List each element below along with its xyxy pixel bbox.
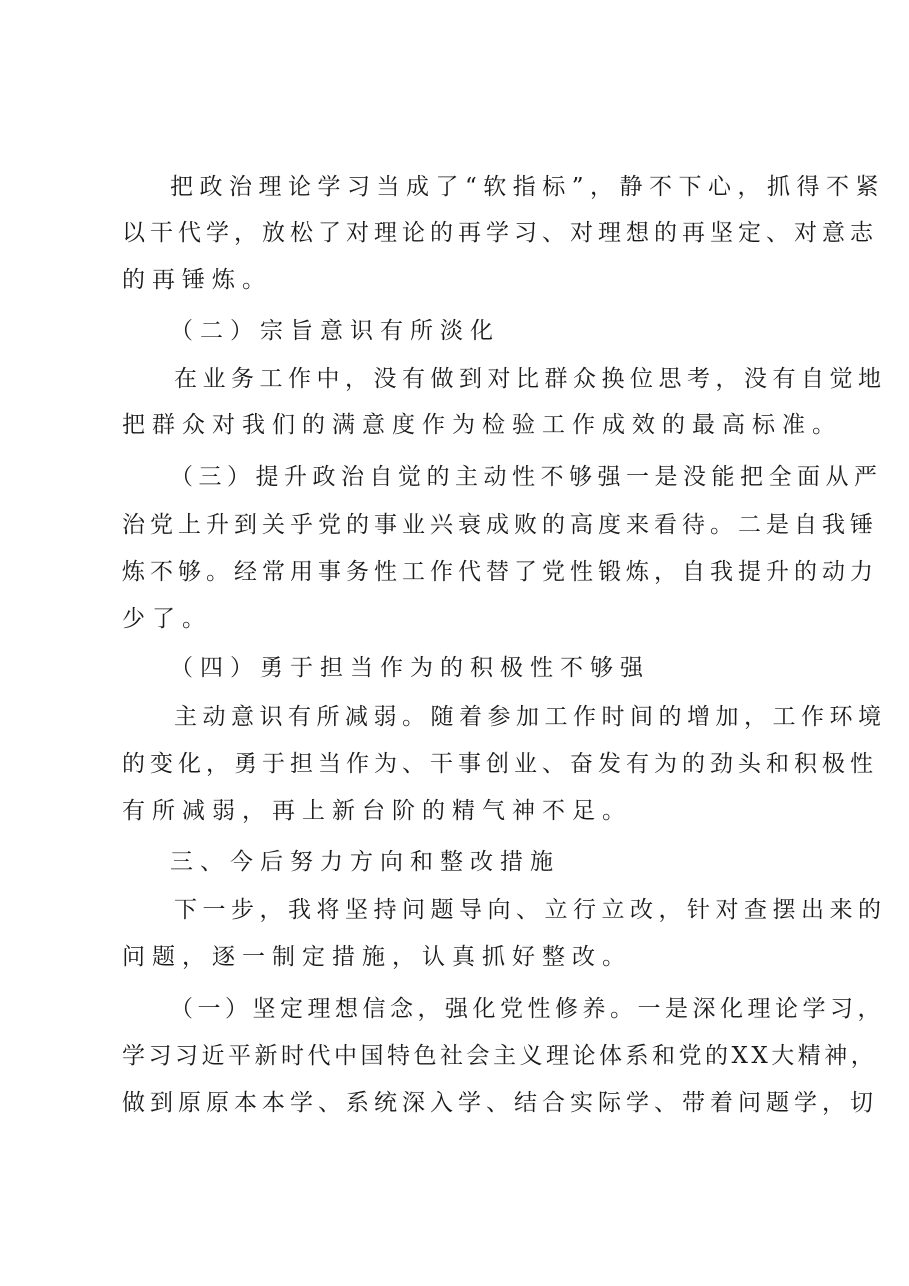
text-line: 在业务工作中，没有做到对比群众换位思考，没有自觉地 — [174, 366, 887, 392]
text-line: 治党上升到关乎党的事业兴衰成败的高度来看待。二是自我锤 — [122, 512, 878, 538]
text-line: 的再锤炼。 — [122, 267, 272, 293]
text-line: 把政治理论学习当成了“软指标”，静不下心，抓得不紧 — [170, 174, 886, 200]
text-line: 下一步，我将坚持问题导向、立行立改，针对查摆出来的 — [174, 897, 887, 923]
text-line: 问题，逐一制定措施，认真抓好整改。 — [122, 944, 632, 970]
section-heading: （四）勇于担当作为的积极性不够强 — [170, 655, 650, 681]
section-heading: （二）宗旨意识有所淡化 — [170, 318, 500, 344]
text-line: 炼不够。经常用事务性工作代替了党性锻炼，自我提升的动力 — [122, 559, 878, 585]
text-line: 以干代学，放松了对理论的再学习、对理想的再坚定、对意志 — [122, 220, 878, 246]
text-line: 的变化，勇于担当作为、干事创业、奋发有为的劲头和积极性 — [122, 751, 878, 777]
text-line: （一）坚定理想信念，强化党性修养。一是深化理论学习， — [170, 996, 885, 1022]
text-line: 做到原原本本学、系统深入学、结合实际学、带着问题学，切 — [122, 1090, 878, 1116]
text-line: 把群众对我们的满意度作为检验工作成效的最高标准。 — [122, 412, 842, 438]
text-line: 有所减弱，再上新台阶的精气神不足。 — [122, 798, 632, 824]
section-heading: 三、今后努力方向和整改措施 — [170, 849, 560, 875]
text-line: （三）提升政治自觉的主动性不够强一是没能把全面从严 — [170, 464, 883, 490]
text-line: 主动意识有所减弱。随着参加工作时间的增加，工作环境 — [174, 704, 887, 730]
text-line: 学习习近平新时代中国特色社会主义理论体系和党的XX大精神， — [122, 1043, 878, 1069]
text-line: 少了。 — [122, 606, 212, 632]
